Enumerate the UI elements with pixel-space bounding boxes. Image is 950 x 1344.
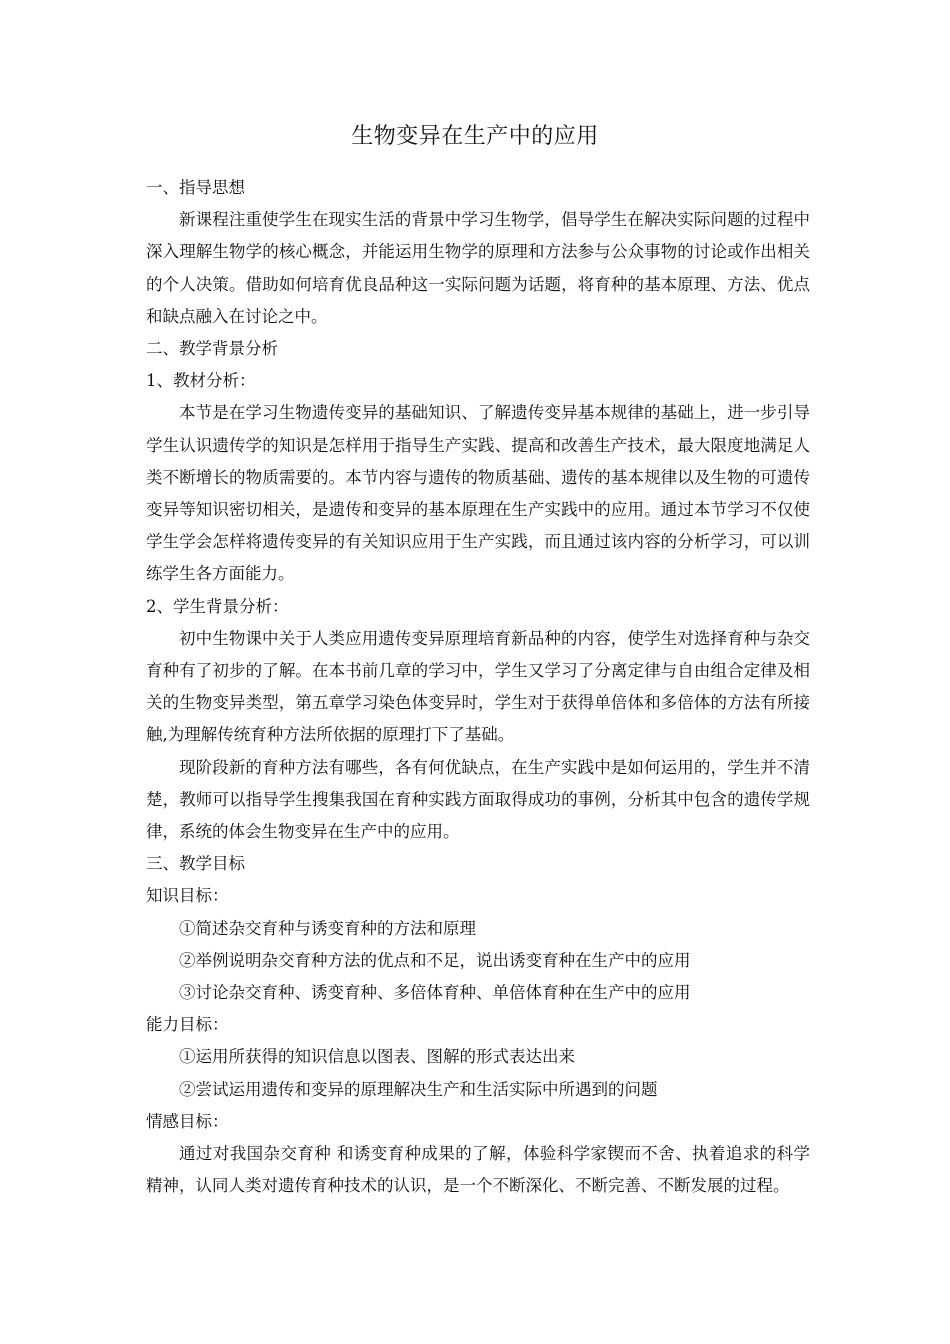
paragraph-student-background-1: 初中生物课中关于人类应用遗传变异原理培育新品种的内容，使学生对选择育种与杂交育种有了初步的了解。在本书前几章的学习中，学生又学习了分离定律与自由组合定律及相关的生物变异类型，第五章学习染色体变异时，学生对于获得单倍体和多倍体的方法有所接触,为理解传统育种方法所依据的原理打下了基础。 <box>146 628 810 745</box>
subheading-textbook-analysis: 1、教材分析： <box>146 371 256 391</box>
paragraph-guiding-idea: 新课程注重使学生在现实生活的背景中学习生物学，倡导学生在解决实际问题的过程中深入理解生物学的核心概念，并能运用生物学的原理和方法参与公众事物的讨论或作出相关的个人决策。借助如何培育优良品种这一实际问题为话题，将育种的基本原理、方法、优点和缺点融入在讨论之中。 <box>146 210 810 326</box>
ability-goal-item: ①运用所获得的知识信息以图表、图解的形式表达出来 <box>179 1047 575 1067</box>
label-knowledge-goals: 知识目标： <box>146 886 229 906</box>
knowledge-goal-item: ③讨论杂交育种、诱变育种、多倍体育种、单倍体育种在生产中的应用 <box>179 983 691 1003</box>
subheading-student-background: 2、学生背景分析： <box>146 596 289 616</box>
section-heading-background: 二、教学背景分析 <box>146 339 278 359</box>
section-heading-guiding-idea: 一、指导思想 <box>146 178 245 197</box>
knowledge-goal-item: ②举例说明杂交育种方法的优点和不足，说出诱变育种在生产中的应用 <box>179 950 691 970</box>
paragraph-student-background-2: 现阶段新的育种方法有哪些，各有何优缺点，在生产实践中是如何运用的，学生并不清楚，教师可以指导学生搜集我国在育种实践方面取得成功的事例，分析其中包含的遗传学规律，系统的体会生物变异在生产中的应用。 <box>146 757 810 842</box>
section-heading-teaching-goals: 三、教学目标 <box>146 854 245 874</box>
document-body <box>146 172 810 1203</box>
label-ability-goals: 能力目标： <box>146 1015 229 1035</box>
knowledge-goal-item: ①简述杂交育种与诱变育种的方法和原理 <box>179 918 476 938</box>
ability-goal-item: ②尝试运用遗传和变异的原理解决生产和生活实际中所遇到的问题 <box>179 1079 658 1099</box>
paragraph-textbook-analysis: 本节是在学习生物遗传变异的基础知识、了解遗传变异基本规律的基础上，进一步引导学生认识遗传学的知识是怎样用于指导生产实践、提高和改善生产技术，最大限度地满足人类不断增长的物质需要的。本节内容与遗传的物质基础、遗传的基本规律以及生物的可遗传变异等知识密切相关，是遗传和变异的基本原理在生产实践中的应用。通过本节学习不仅使学生学会怎样将遗传变异的有关知识应用于生产实践，而且通过该内容的分析学习，可以训练学生各方面能力。 <box>146 403 810 584</box>
paragraph-emotion-goals: 通过对我国杂交育种 和诱变育种成果的了解，体验科学家锲而不舍、执着追求的科学精神，认同人类对遗传育种技术的认识，是一个不断深化、不断完善、不断发展的过程。 <box>146 1144 810 1196</box>
document-title: 生物变异在生产中的应用 <box>351 124 599 149</box>
label-emotion-goals: 情感目标： <box>146 1111 229 1131</box>
